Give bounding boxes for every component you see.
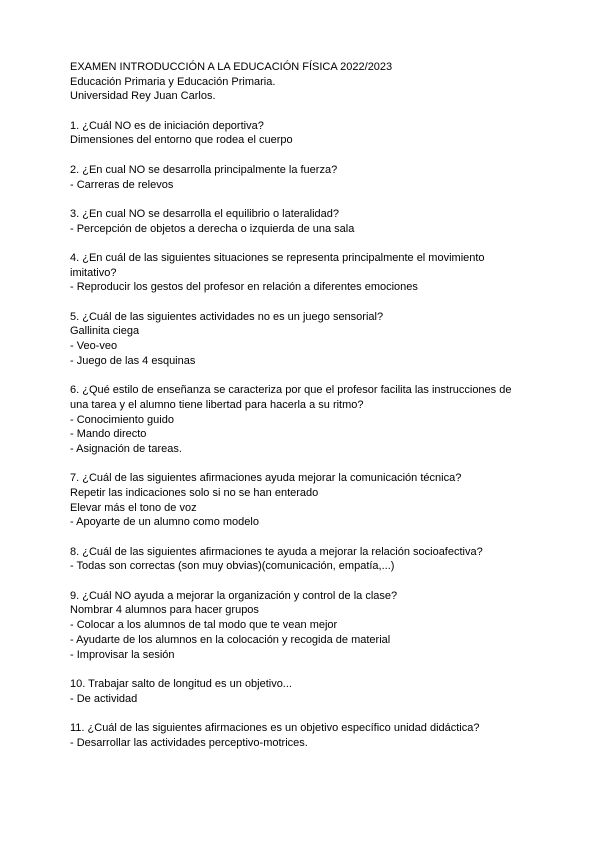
- answer-line: - Juego de las 4 esquinas: [70, 354, 196, 367]
- answer-line: Elevar más el tono de voz: [70, 501, 197, 514]
- answer-line: Nombrar 4 alumnos para hacer grupos: [70, 604, 259, 617]
- question-block: [70, 677, 570, 706]
- answer-line: - Improvisar la sesión: [70, 648, 175, 661]
- question-text: 5. ¿Cuál de las siguientes actividades no es un juego sensorial?: [70, 310, 384, 323]
- question-block: [70, 721, 570, 750]
- answer-line: - Carreras de relevos: [70, 178, 174, 191]
- question-block: [70, 310, 570, 369]
- document-title: EXAMEN INTRODUCCIÓN A LA EDUCACIÓN FÍSICA 2022/2023: [70, 61, 393, 73]
- answer-line: - Reproducir los gestos del profesor en relación a diferentes emociones: [70, 281, 418, 294]
- question-list: [70, 119, 570, 751]
- answer-line: Repetir las indicaciones solo si no se han enterado: [70, 486, 319, 499]
- answer-line: - Percepción de objetos a derecha o izquierda de una sala: [70, 222, 355, 235]
- answer-line: - Mando directo: [70, 428, 147, 441]
- question-text: 9. ¿Cuál NO ayuda a mejorar la organización y control de la clase?: [70, 589, 398, 602]
- answer-line: Dimensiones del entorno que rodea el cuerpo: [70, 134, 293, 147]
- document-subtitle-university: Universidad Rey Juan Carlos.: [70, 90, 216, 103]
- question-text: 11. ¿Cuál de las siguientes afirmaciones es un objetivo específico unidad didáctica?: [70, 721, 480, 734]
- answer-line: - Apoyarte de un alumno como modelo: [70, 516, 259, 529]
- answer-line: - Desarrollar las actividades perceptivo-motrices.: [70, 736, 308, 749]
- question-block: [70, 471, 570, 530]
- answer-line: - Todas son correctas (son muy obvias)(comunicación, empatía,...): [70, 560, 395, 573]
- question-text: 6. ¿Qué estilo de enseñanza se caracteriza por que el profesor facilita las instrucciones de: [70, 384, 512, 397]
- question-text: 4. ¿En cuál de las siguientes situaciones se representa principalmente el movimiento: [70, 251, 485, 264]
- answer-line: una tarea y el alumno tiene libertad para hacerla a su ritmo?: [70, 398, 364, 411]
- answer-line: - Colocar a los alumnos de tal modo que te vean mejor: [70, 619, 338, 632]
- document-subtitle-degree: Educación Primaria y Educación Primaria.: [70, 75, 276, 88]
- question-text: 10. Trabajar salto de longitud es un objetivo...: [70, 677, 292, 690]
- question-text: 1. ¿Cuál NO es de iniciación deportiva?: [70, 119, 264, 132]
- question-text: 2. ¿En cual NO se desarrolla principalmente la fuerza?: [70, 163, 338, 176]
- question-text: 3. ¿En cual NO se desarrolla el equilibrio o lateralidad?: [70, 207, 340, 220]
- question-block: [70, 163, 570, 192]
- answer-line: Gallinita ciega: [70, 325, 140, 338]
- answer-line: - Veo-veo: [70, 340, 118, 353]
- answer-line: - Asignación de tareas.: [70, 442, 182, 455]
- exam-document: [70, 60, 570, 750]
- document-header: [70, 60, 570, 104]
- question-text: 8. ¿Cuál de las siguientes afirmaciones te ayuda a mejorar la relación socioafectiva?: [70, 545, 483, 558]
- answer-line: - Conocimiento guido: [70, 413, 174, 426]
- question-block: [70, 207, 570, 236]
- question-block: [70, 251, 570, 295]
- question-block: [70, 545, 570, 574]
- answer-line: - Ayudarte de los alumnos en la colocación y recogida de material: [70, 633, 391, 646]
- question-block: [70, 383, 570, 456]
- question-block: [70, 589, 570, 662]
- question-block: [70, 119, 570, 148]
- question-text: 7. ¿Cuál de las siguientes afirmaciones ayuda mejorar la comunicación técnica?: [70, 472, 462, 485]
- answer-line: imitativo?: [70, 266, 117, 279]
- answer-line: - De actividad: [70, 692, 138, 705]
